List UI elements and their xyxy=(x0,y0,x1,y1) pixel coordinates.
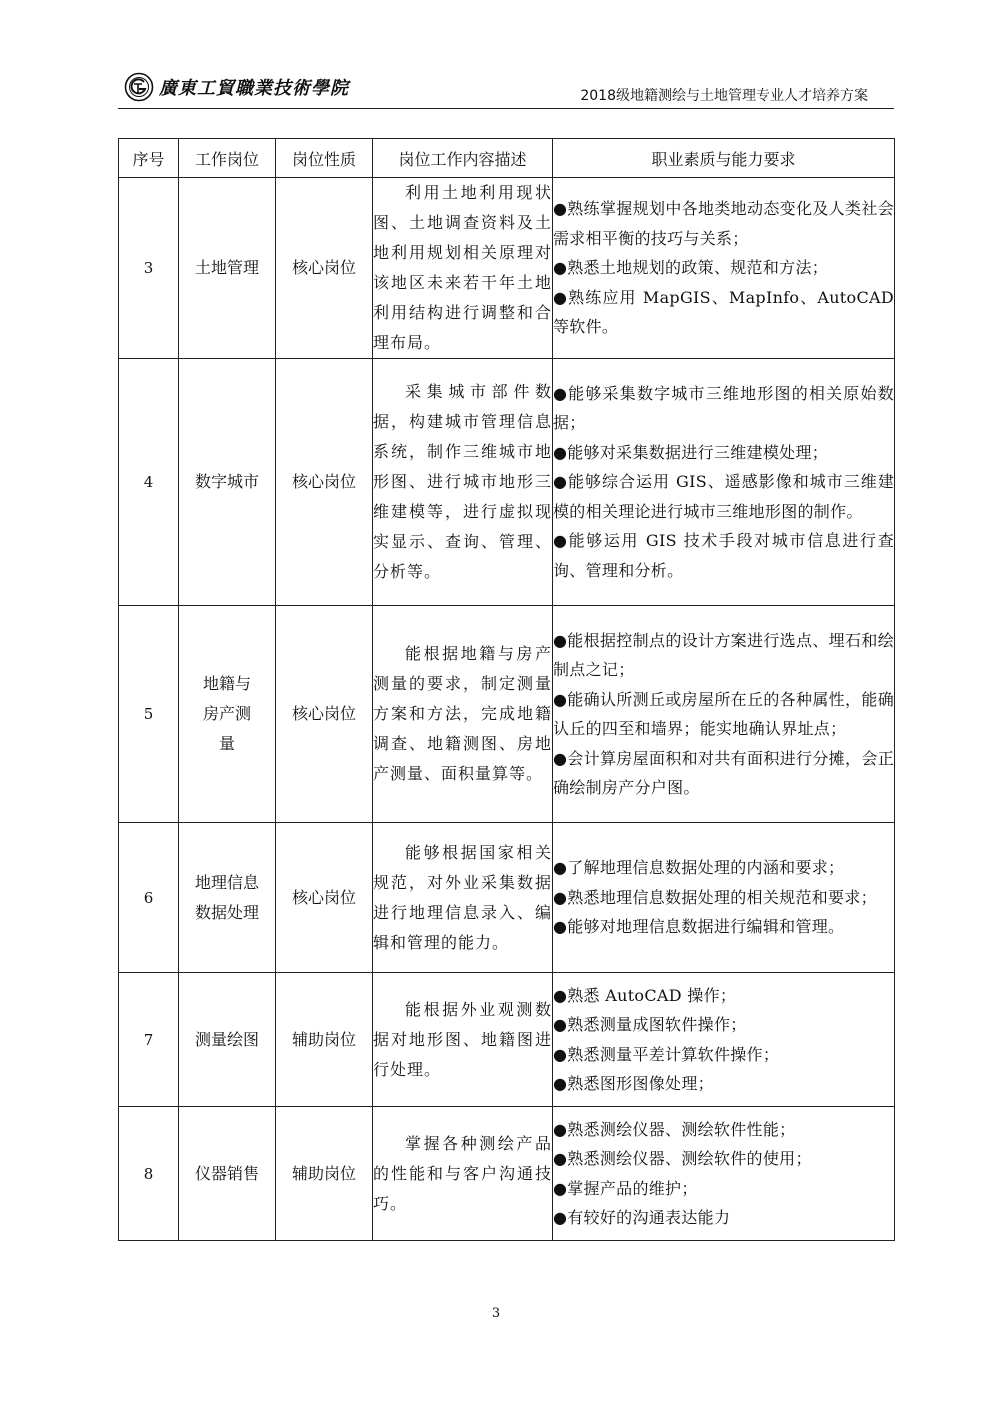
table-row xyxy=(119,1107,895,1241)
cell-no: 8 xyxy=(119,1107,179,1241)
cell-nature: 核心岗位 xyxy=(276,606,373,823)
req-item: ●熟悉 AutoCAD 操作； xyxy=(553,985,737,1005)
school-name: 廣東工貿職業技術學院 xyxy=(159,78,349,99)
job-positions-table xyxy=(118,138,895,1241)
cell-nature: 核心岗位 xyxy=(276,359,373,606)
req-item: ●熟悉地理信息数据处理的相关规范和要求； xyxy=(553,887,877,907)
cell-desc xyxy=(373,359,553,606)
page-number: 3 xyxy=(491,1306,501,1321)
cell-req xyxy=(553,178,895,359)
req-item: ●了解地理信息数据处理的内涵和要求； xyxy=(553,858,845,878)
table-header-row xyxy=(119,139,895,178)
req-item: ●有较好的沟通表达能力 xyxy=(553,1208,731,1227)
req-item: ●熟练应用 MapGIS、MapInfo、AutoCAD 等软件。 xyxy=(553,287,894,337)
header-cell-req: 职业素质与能力要求 xyxy=(553,139,895,178)
cell-post: 地籍与房产测量 xyxy=(179,606,276,823)
cell-post: 土地管理 xyxy=(179,178,276,359)
school-seal-icon xyxy=(124,72,154,102)
cell-post: 数字城市 xyxy=(179,359,276,606)
cell-no: 7 xyxy=(119,973,179,1107)
req-item: ●会计算房屋面积和对共有面积进行分摊，会正确绘制房产分户图。 xyxy=(553,748,894,797)
cell-no: 4 xyxy=(119,359,179,606)
desc-text: 能够根据国家相关规范，对外业采集数据进行地理信息录入、编辑和管理的能力。 xyxy=(373,842,552,952)
cell-req xyxy=(553,823,895,973)
document-title: 2018级地籍测绘与土地管理专业人才培养方案 xyxy=(580,88,868,104)
cell-desc xyxy=(373,973,553,1107)
req-item: ●熟悉图形图像处理； xyxy=(553,1074,714,1093)
cell-req xyxy=(553,973,895,1107)
table-row xyxy=(119,973,895,1107)
cell-no: 6 xyxy=(119,823,179,973)
cell-nature: 辅助岗位 xyxy=(276,973,373,1107)
cell-nature: 辅助岗位 xyxy=(276,1107,373,1241)
req-item: ●能根据控制点的设计方案进行选点、埋石和绘制点之记； xyxy=(553,630,894,679)
cell-post: 地理信息数据处理 xyxy=(179,823,276,973)
school-logo xyxy=(124,72,349,102)
header-cell-desc: 岗位工作内容描述 xyxy=(373,139,553,178)
req-item: ●能够对地理信息数据进行编辑和管理。 xyxy=(553,917,845,937)
page-header xyxy=(118,68,894,109)
cell-no: 3 xyxy=(119,178,179,359)
cell-no: 5 xyxy=(119,606,179,823)
cell-post: 仪器销售 xyxy=(179,1107,276,1241)
table-row xyxy=(119,359,895,606)
table-row xyxy=(119,606,895,823)
desc-text: 掌握各种测绘产品的性能和与客户沟通技巧。 xyxy=(373,1133,552,1213)
table-row xyxy=(119,178,895,359)
req-item: ●能确认所测丘或房屋所在丘的各种属性，能确认丘的四至和墙界；能实地确认界址点； xyxy=(553,689,894,738)
header-cell-nature: 岗位性质 xyxy=(276,139,373,178)
cell-nature: 核心岗位 xyxy=(276,823,373,973)
req-item: ●熟悉土地规划的政策、规范和方法； xyxy=(553,258,829,278)
cell-desc xyxy=(373,178,553,359)
cell-post: 测量绘图 xyxy=(179,973,276,1107)
req-item: ●熟悉测绘仪器、测绘软件性能； xyxy=(553,1119,796,1139)
header-cell-no: 序号 xyxy=(119,139,179,178)
table-row xyxy=(119,823,895,973)
cell-req xyxy=(553,1107,895,1241)
desc-text: 能根据外业观测数据对地形图、地籍图进行处理。 xyxy=(373,999,552,1079)
desc-text: 能根据地籍与房产测量的要求，制定测量方案和方法，完成地籍调查、地籍测图、房地产测量、面积量算等。 xyxy=(373,644,552,783)
cell-desc xyxy=(373,1107,553,1241)
req-item: ●熟悉测量平差计算软件操作； xyxy=(553,1044,780,1064)
req-item: ●熟悉测量成图软件操作； xyxy=(553,1015,747,1034)
cell-req xyxy=(553,606,895,823)
cell-req xyxy=(553,359,895,606)
req-item: ●熟练掌握规划中各地类地动态变化及人类社会需求相平衡的技巧与关系； xyxy=(553,199,894,248)
desc-text: 利用土地利用现状图、土地调查资料及土地利用规划相关原理对该地区未来若干年土地利用结构进行调整和合理布局。 xyxy=(373,183,552,352)
req-item: ●能够采集数字城市三维地形图的相关原始数据； xyxy=(553,383,894,433)
req-item: ●能够运用 GIS 技术手段对城市信息进行查询、管理和分析。 xyxy=(553,531,894,580)
req-item: ●熟悉测绘仪器、测绘软件的使用； xyxy=(553,1149,812,1168)
cell-nature: 核心岗位 xyxy=(276,178,373,359)
desc-text: 采集城市部件数据，构建城市管理信息系统，制作三维城市地形图、进行城市地形三维建模等，进行虚拟现实显示、查询、管理、分析等。 xyxy=(373,382,552,581)
req-item: ●掌握产品的维护； xyxy=(553,1178,698,1198)
cell-desc xyxy=(373,606,553,823)
cell-desc xyxy=(373,823,553,973)
header-cell-post: 工作岗位 xyxy=(179,139,276,178)
req-item: ●能够综合运用 GIS、遥感影像和城市三维建模的相关理论进行城市三维地形图的制作。 xyxy=(553,472,894,521)
req-item: ●能够对采集数据进行三维建模处理； xyxy=(553,442,829,462)
